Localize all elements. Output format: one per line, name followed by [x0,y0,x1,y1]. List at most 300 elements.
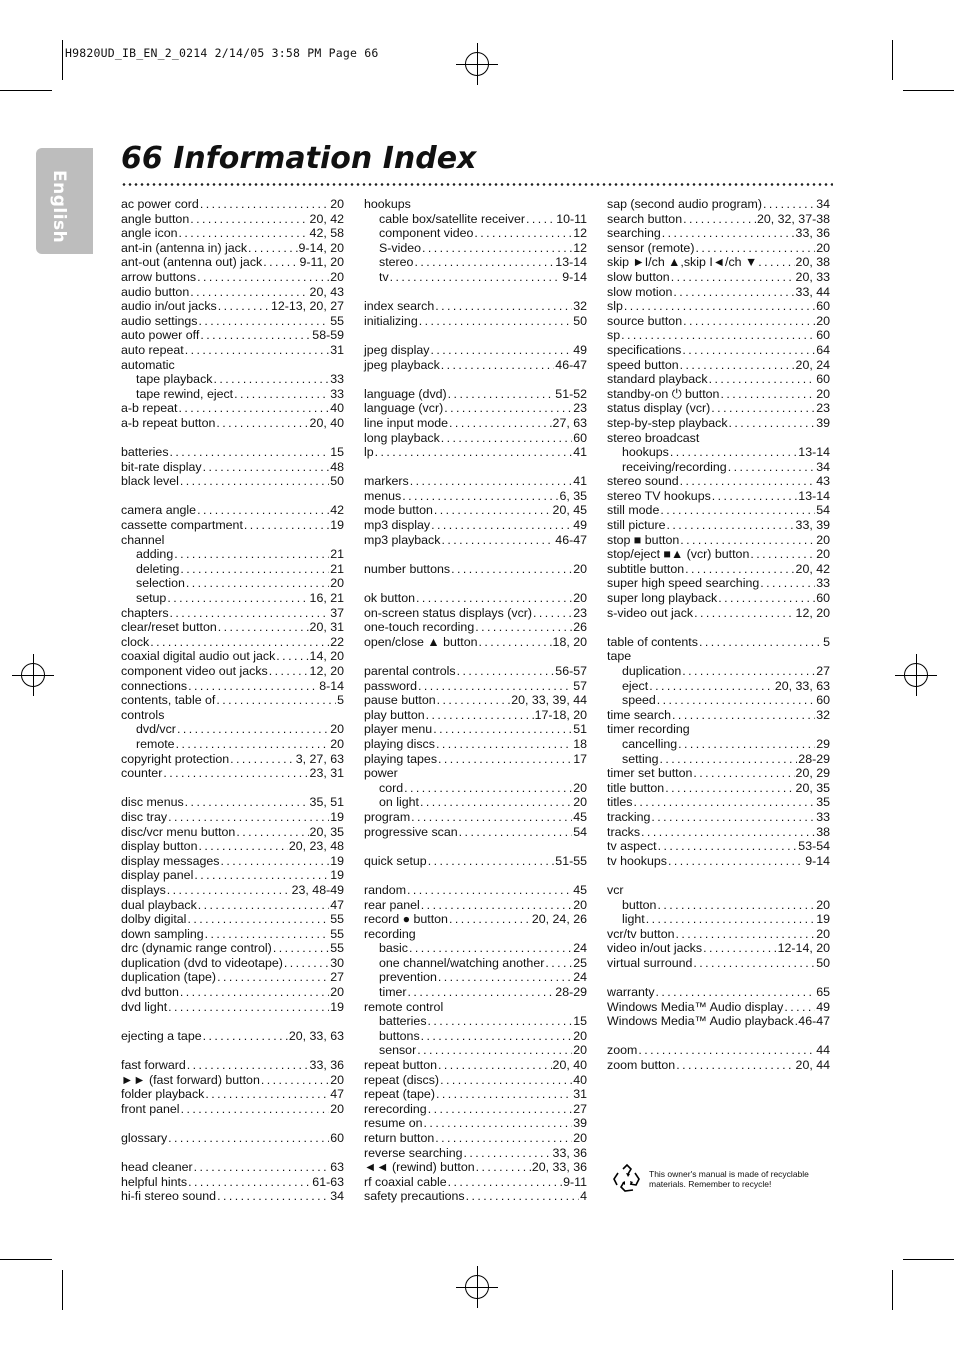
index-term: tv aspect [607,839,657,854]
index-entry [121,766,344,781]
index-term: still mode [607,503,660,518]
dot-leader [436,737,572,752]
index-entry [364,1146,587,1161]
index-pages: 42 [330,503,344,518]
index-entry [607,431,830,446]
index-entry [607,328,830,343]
index-term: on light [379,795,419,810]
index-entry [121,722,344,737]
index-pages: 20, 31 [309,620,344,635]
dot-leader [451,562,572,577]
dot-leader [180,985,329,1000]
index-term: long playback [364,430,440,445]
index-pages: 19 [816,912,830,927]
dot-leader [693,956,815,971]
index-term: remote control [364,999,444,1014]
index-pages: 20 [330,1101,344,1116]
index-pages: 30 [330,955,344,970]
index-pages: 9-11 [563,1174,587,1189]
index-entry [607,372,830,387]
dot-leader [718,591,815,606]
index-term: jpeg playback [364,357,440,372]
index-entry [364,343,587,358]
index-entry [607,1014,830,1029]
dot-leader [676,1058,794,1073]
index-pages: 20 [816,532,830,547]
dot-leader [638,1043,815,1058]
index-pages: 20, 33, 63 [774,678,830,693]
index-entry [607,212,830,227]
dot-leader [404,781,572,796]
index-pages: 49 [573,518,587,533]
index-term: return button [364,1131,435,1145]
index-pages: 23 [816,401,830,416]
index-term: Windows Media™ Audio display [607,999,784,1014]
index-pages: 46-47 [555,357,587,372]
index-pages: 20 [573,1043,587,1058]
index-pages: 13-14 [555,255,587,270]
index-term: auto repeat [121,342,184,357]
index-term: eject [622,678,649,693]
dot-leader [200,328,311,343]
dot-leader [624,299,815,314]
index-pages: 17-18, 20 [534,707,587,722]
index-entry [121,445,344,460]
dot-leader [448,1175,562,1190]
dot-leader [441,358,555,373]
dot-leader [428,1014,573,1029]
index-pages: 33, 36 [309,1058,344,1073]
index-pages: 9-14 [805,853,830,868]
index-pages: 20, 23, 48 [288,839,344,854]
index-pages: 23, 48-49 [291,882,344,897]
index-entry [364,1073,587,1088]
index-entry [607,679,830,694]
index-pages: 53-54 [798,839,830,854]
dot-leader [411,810,572,825]
index-pages: 48 [330,459,344,474]
index-term: ►► (fast forward) button [121,1072,260,1087]
index-entry [364,1175,587,1190]
dot-leader [261,1073,329,1088]
index-term: stereo [379,255,414,270]
index-term: coaxial digital audio out jack [121,649,276,664]
index-term: skip ►I/ch ▲,skip I◄/ch ▼ [607,255,758,270]
index-spacer [121,431,344,446]
dot-leader [795,1014,798,1029]
dot-leader [466,1189,580,1204]
index-term: stereo TV hookups [607,488,711,503]
index-term: mode button [364,503,433,518]
dot-leader [409,941,572,956]
index-column-2 [364,197,587,1204]
index-entry [364,387,587,402]
index-term: rf coaxial cable [364,1174,447,1189]
index-pages: 23 [573,605,587,620]
index-entry [364,795,587,810]
index-entry [121,1102,344,1117]
index-term: slow button [607,269,670,284]
crop-mark [903,1259,954,1260]
dot-leader [174,547,329,562]
index-term: copyright protection [121,751,230,766]
index-entry [121,752,344,767]
index-pages: 19 [330,809,344,824]
index-entry [121,854,344,869]
index-pages: 21 [330,547,344,562]
index-term: dvd light [121,999,168,1014]
index-pages: 60 [816,372,830,387]
index-term: language (dvd) [364,386,447,401]
index-term: displays [121,882,166,897]
index-entry [364,197,587,212]
index-entry [364,226,587,241]
dot-leader [760,576,815,591]
dot-leader [449,416,552,431]
index-term: clock [121,634,150,649]
dot-leader [426,708,534,723]
index-pages: 40 [330,401,344,416]
dot-leader [167,883,291,898]
index-spacer [121,1014,344,1029]
index-pages: 20 [816,926,830,941]
dot-leader [216,693,336,708]
index-entry [364,314,587,329]
index-term: ant-out (antenna out) jack [121,255,263,270]
index-pages: 20 [573,591,587,606]
index-term: hookups [364,197,411,211]
index-entry [364,941,587,956]
index-term: super long playback [607,591,718,606]
index-pages: 19 [330,853,344,868]
index-spacer [607,620,830,635]
index-entry [364,299,587,314]
dot-leader [218,299,270,314]
index-entry [364,898,587,913]
dot-leader [711,401,815,416]
index-entry [121,328,344,343]
index-pages: 8-14 [319,678,344,693]
index-entry [364,358,587,373]
index-entry [121,1131,344,1146]
dot-leader [407,883,572,898]
index-spacer [364,460,587,475]
index-term: index search [364,299,435,314]
dot-leader [476,1160,531,1175]
dot-leader [437,693,511,708]
index-pages: 27 [330,970,344,985]
index-pages: 38 [816,824,830,839]
index-entry [121,241,344,256]
index-term: a-b repeat [121,401,178,416]
index-entry [607,591,830,606]
index-term: duplication (tape) [121,970,217,985]
index-term: playing discs [364,736,435,751]
dot-leader [234,387,329,402]
index-pages: 18 [573,736,587,751]
index-term: program [364,809,411,824]
index-term: timer recording [607,722,690,737]
index-term: rear panel [364,897,420,912]
index-pages: 64 [816,342,830,357]
index-term: play button [364,707,425,722]
index-pages: 24 [573,970,587,985]
dot-leader [435,299,572,314]
index-term: status display (vcr) [607,401,711,416]
dot-leader [180,562,329,577]
index-term: specifications [607,342,682,357]
dot-leader [444,401,572,416]
index-entry [607,839,830,854]
index-term: ac power cord [121,197,199,211]
index-entry [121,1073,344,1088]
index-pages: 54 [816,503,830,518]
index-pages: 20 [573,561,587,576]
index-term: sensor [379,1043,417,1058]
index-term: zoom [607,1043,638,1058]
index-pages: 20 [816,386,830,401]
index-pages: 51 [573,722,587,737]
index-entry [121,898,344,913]
index-entry [364,212,587,227]
index-entry [607,387,830,402]
crop-mark [62,1270,63,1310]
dot-leader [649,679,774,694]
dot-leader [694,606,794,621]
index-pages: 3, 27, 63 [295,751,344,766]
index-entry [607,343,830,358]
dot-leader [190,212,308,227]
dot-leader [668,854,804,869]
dot-leader [203,460,330,475]
index-pages: 20, 29 [795,766,830,781]
index-term: jpeg display [364,342,430,357]
dot-leader [269,664,309,679]
index-entry [121,620,344,635]
index-pages: 26 [573,620,587,635]
dot-leader [188,1175,311,1190]
index-pages: 9-14 [562,269,587,284]
index-pages: 55 [330,941,344,956]
index-term: sp [607,328,621,343]
dot-leader [641,825,815,840]
dot-leader [662,226,795,241]
index-term: sensor (remote) [607,240,695,255]
index-term: language (vcr) [364,401,444,416]
dot-leader [375,445,573,460]
index-term: mp3 display [364,518,431,533]
index-entry [364,1043,587,1058]
dot-leader [449,912,531,927]
index-pages: 23 [573,401,587,416]
index-pages: 6, 35 [559,488,587,503]
index-pages: 20 [573,897,587,912]
index-pages: 31 [330,342,344,357]
index-term: slp [607,299,623,314]
index-term: vcr [607,882,624,897]
index-pages: 50 [330,474,344,489]
index-pages: 20 [573,795,587,810]
index-entry [121,795,344,810]
dot-leader [448,387,555,402]
index-spacer [364,547,587,562]
index-term: angle icon [121,226,178,241]
index-term: password [364,678,418,693]
index-pages: 5 [823,634,830,649]
index-pages: 55 [330,313,344,328]
index-entry [121,693,344,708]
dot-leader [414,255,554,270]
index-spacer [364,576,587,591]
index-pages: 20, 24, 26 [531,912,587,927]
index-pages: 46-47 [798,1014,830,1029]
index-entry [607,956,830,971]
index-spacer [364,285,587,300]
index-entry [607,226,830,241]
index-entry [121,299,344,314]
dot-leader [185,343,330,358]
index-entry [121,576,344,591]
index-entry [364,693,587,708]
index-pages: 22 [330,634,344,649]
index-spacer [364,839,587,854]
crop-mark [892,40,893,80]
dot-leader [408,985,555,1000]
index-entry [121,825,344,840]
dot-leader [217,970,329,985]
index-entry [607,708,830,723]
index-entry [607,255,830,270]
dot-leader [185,795,309,810]
dot-leader [683,212,756,227]
index-entry [364,1029,587,1044]
index-entry [607,270,830,285]
index-pages: 39 [816,415,830,430]
index-entry [121,664,344,679]
index-term: batteries [121,445,169,460]
index-spacer [364,868,587,883]
index-term: ◄◄ (rewind) button [364,1160,475,1175]
dot-leader [188,679,318,694]
dot-leader [198,314,329,329]
index-spacer [121,1116,344,1131]
index-entry [364,591,587,606]
index-entry [364,752,587,767]
dot-leader [728,460,816,475]
index-term: black level [121,474,179,489]
index-pages: 55 [330,926,344,941]
dot-leader [680,358,795,373]
index-pages: 9-14, 20 [298,240,344,255]
index-term: stop ■ button [607,532,680,547]
index-entry [364,1160,587,1175]
index-pages: 12-14, 20 [777,941,830,956]
index-pages: 20 [330,736,344,751]
index-term: resume on [364,1116,423,1131]
index-term: quick setup [364,853,427,868]
dot-leader [417,1043,572,1058]
dot-leader [230,752,295,767]
index-term: still picture [607,518,666,533]
dot-leader [695,241,815,256]
index-pages: 19 [330,999,344,1014]
dot-leader [248,241,297,256]
index-term: dolby digital [121,912,187,927]
index-spacer [607,868,830,883]
index-term: ejecting a tape [121,1028,202,1043]
dot-leader [194,1160,330,1175]
index-entry [364,431,587,446]
index-entry [121,839,344,854]
dot-leader [430,343,572,358]
index-term: helpful hints [121,1174,188,1189]
index-pages: 29 [816,736,830,751]
index-pages: 34 [816,459,830,474]
dot-leader [457,664,555,679]
index-entry [121,255,344,270]
index-term: repeat button [364,1058,438,1073]
index-pages: 32 [816,707,830,722]
dot-leader [758,255,794,270]
index-term: cancelling [622,736,678,751]
index-entry [364,1058,587,1073]
index-entry [121,635,344,650]
dot-leader [680,533,815,548]
index-pages: 27 [816,664,830,678]
dot-leader [263,255,298,270]
index-term: tv hookups [607,853,667,868]
index-term: initializing [364,313,418,328]
dot-leader [459,825,573,840]
dot-leader [712,489,798,504]
index-entry [607,299,830,314]
index-pages: 20, 38 [795,255,830,270]
dot-leader [672,708,815,723]
index-term: timer set button [607,766,693,781]
index-term: controls [121,707,165,722]
index-pages: 16, 21 [309,591,344,606]
index-entry [607,795,830,810]
index-term: auto power off [121,328,200,343]
index-entry [607,489,830,504]
index-term: hi-fi stereo sound [121,1189,217,1204]
index-pages: 20 [816,240,830,255]
index-term: prevention [379,970,437,985]
index-pages: 60 [816,299,830,314]
index-entry [364,1087,587,1102]
index-spacer [121,1146,344,1161]
index-pages: 61-63 [312,1174,344,1189]
index-entry [121,503,344,518]
index-pages: 21 [330,561,344,576]
dot-leader [479,635,552,650]
index-term: deleting [136,561,180,576]
dot-leader [533,606,572,621]
index-term: cable box/satellite receiver [379,211,526,226]
dot-leader [410,474,572,489]
index-pages: 45 [573,882,587,897]
index-entry [607,927,830,942]
index-term: parental controls [364,664,456,678]
index-term: adding [136,547,174,562]
dot-leader [436,1087,572,1102]
dot-leader [660,503,815,518]
dot-leader [178,401,329,416]
index-pages: 34 [330,1189,344,1204]
index-term: S-video [379,240,422,255]
index-term: a-b repeat button [121,415,216,430]
index-term: dvd button [121,985,179,1000]
